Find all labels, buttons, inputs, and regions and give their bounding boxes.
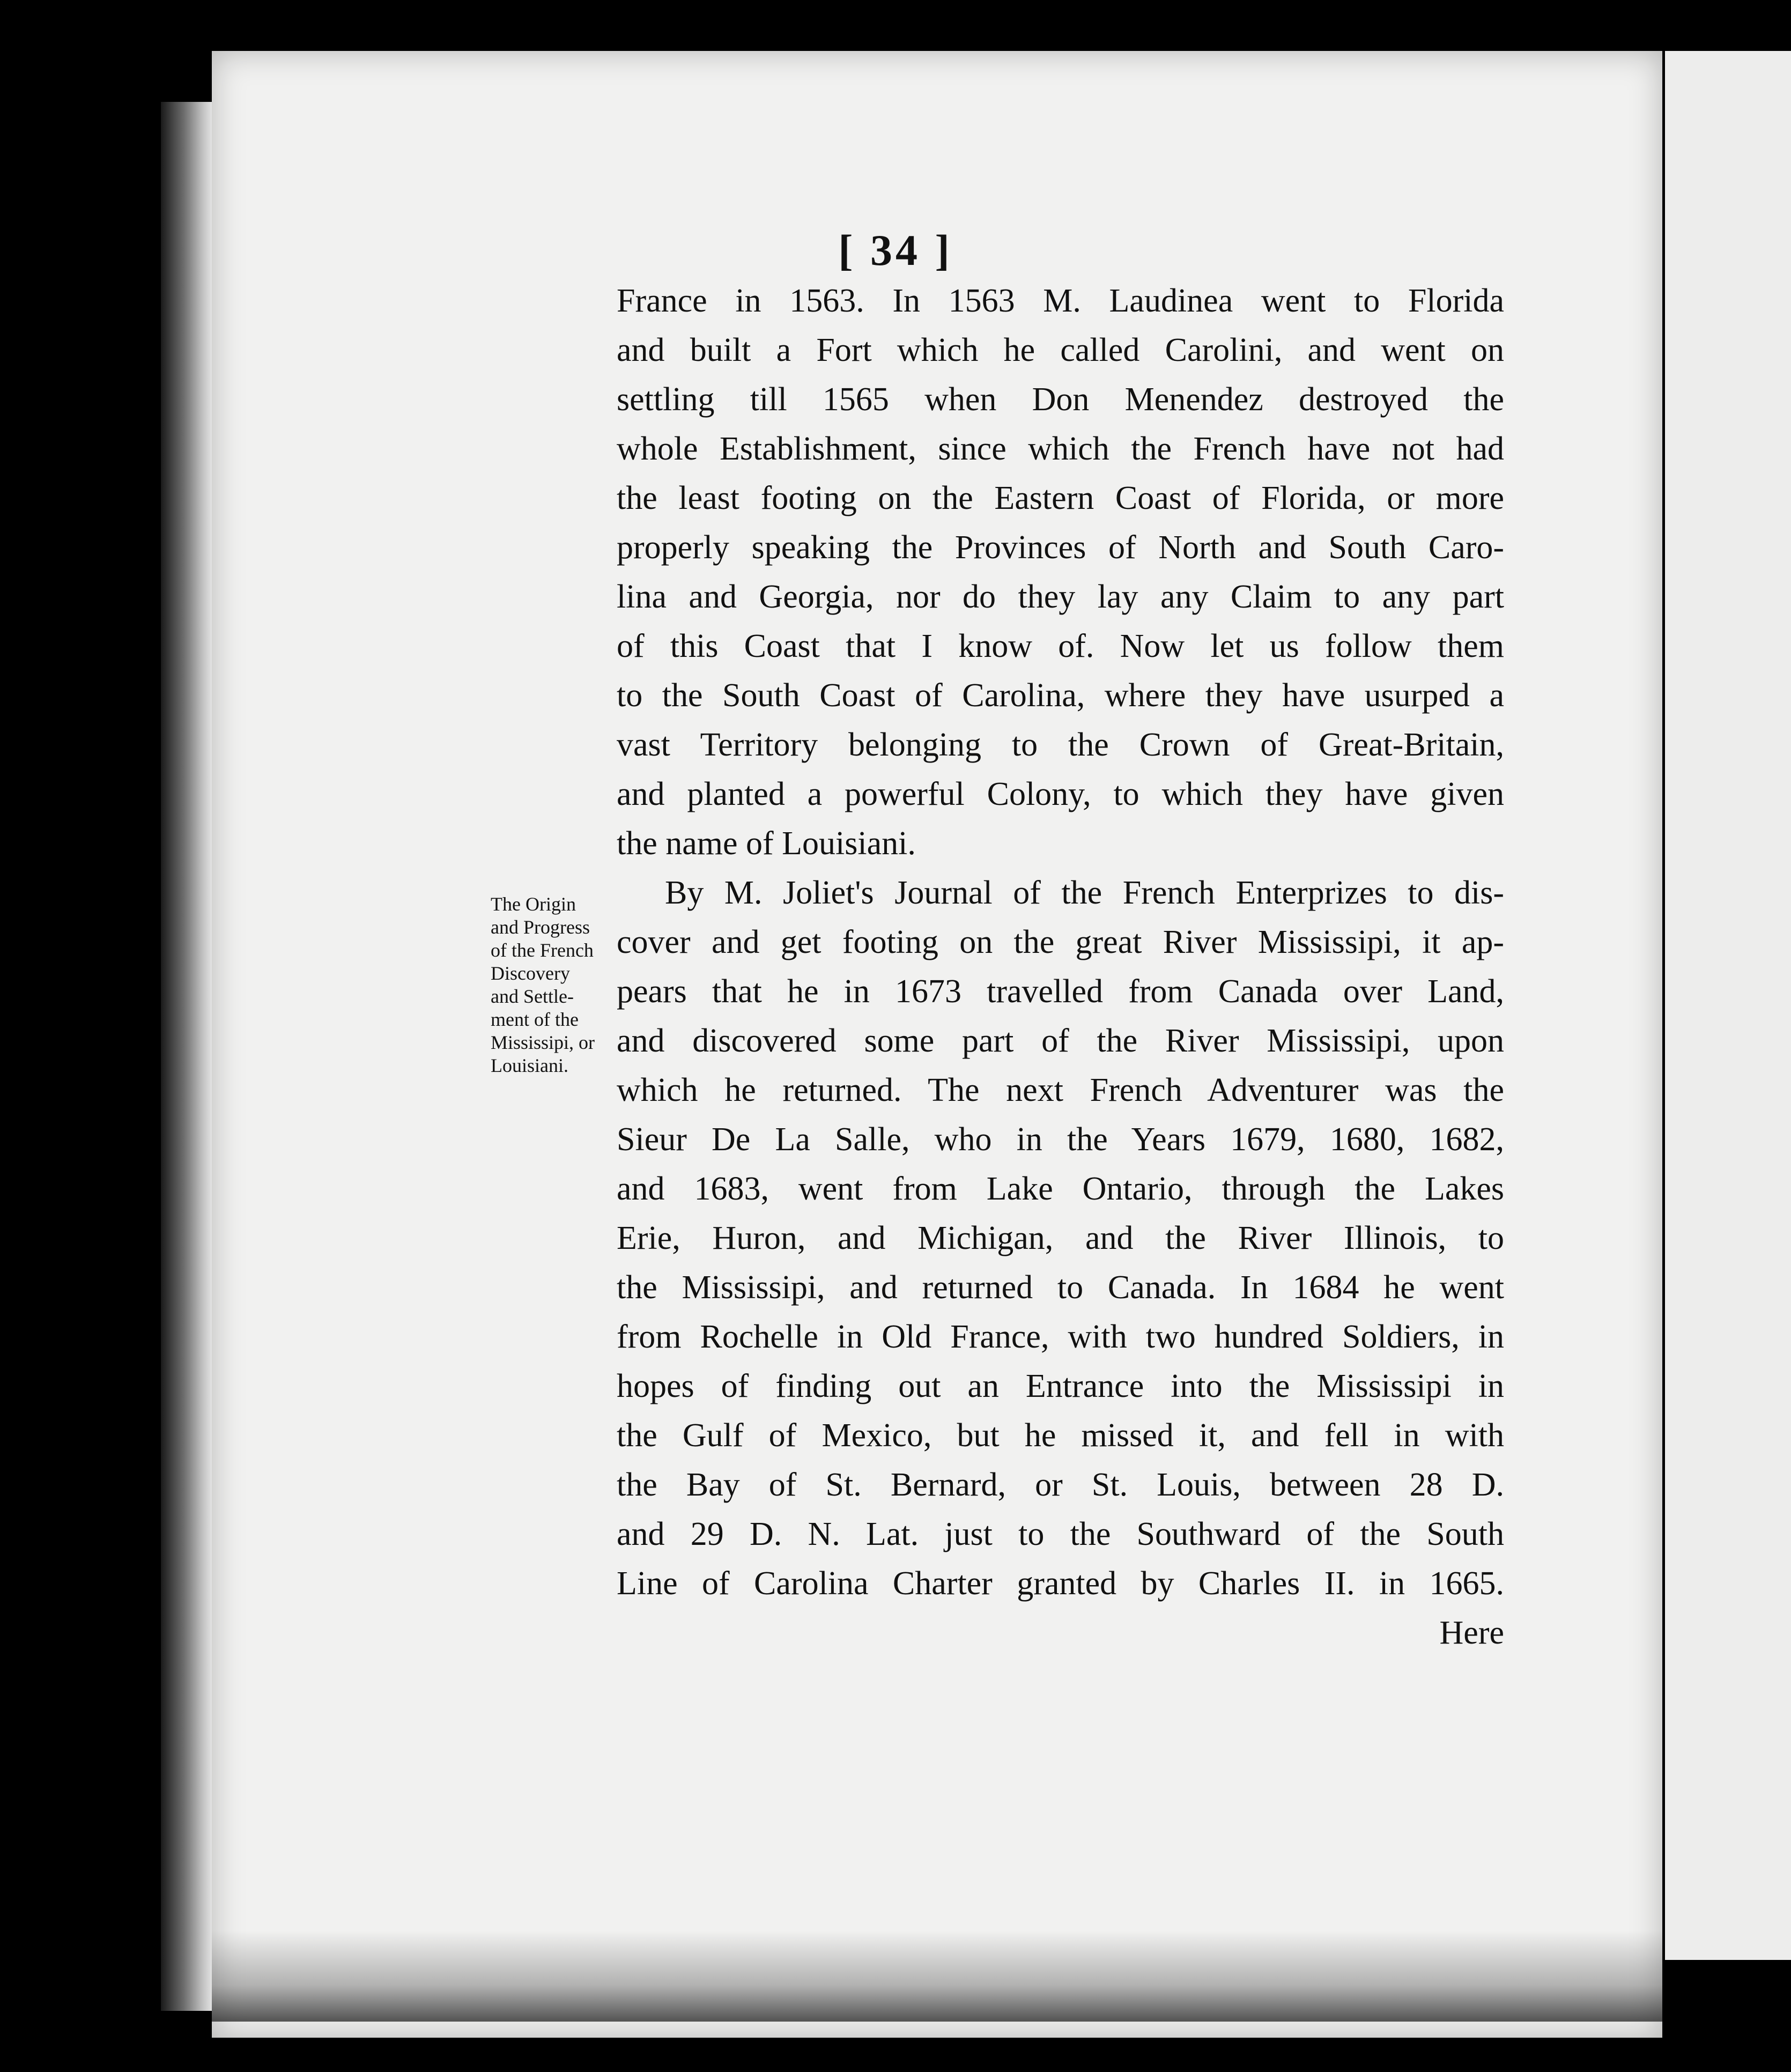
margin-note-line: and Settle- bbox=[491, 986, 574, 1007]
text-line: lina and Georgia, nor do they lay any Claim to any part bbox=[617, 579, 1504, 615]
text-line: settling till 1565 when Don Menendez destroyed the bbox=[617, 381, 1504, 418]
text-line: whole Establishment, since which the French have not had bbox=[617, 431, 1504, 467]
text-line: properly speaking the Provinces of North and South Caro- bbox=[617, 529, 1504, 566]
margin-note-line: Louisiani. bbox=[491, 1055, 568, 1076]
page-bottom-shadow bbox=[212, 1930, 1662, 2022]
text-line: and planted a powerful Colony, to which they have given bbox=[617, 776, 1504, 812]
margin-note-line: Discovery bbox=[491, 963, 570, 984]
catchword: Here bbox=[1439, 1615, 1504, 1651]
margin-note-line: ment of the bbox=[491, 1009, 579, 1030]
text-line: and built a Fort which he called Carolini, and went on bbox=[617, 332, 1504, 368]
text-line: from Rochelle in Old France, with two hundred Soldiers, in bbox=[617, 1319, 1504, 1355]
text-line: which he returned. The next French Adventurer was the bbox=[617, 1072, 1504, 1108]
text-line: Erie, Huron, and Michigan, and the River Illinois, to bbox=[617, 1220, 1504, 1256]
text-line: the Bay of St. Bernard, or St. Louis, between 28 D. bbox=[617, 1467, 1504, 1503]
text-line: and 1683, went from Lake Ontario, through the Lakes bbox=[617, 1171, 1504, 1207]
text-line: and 29 D. N. Lat. just to the Southward of the South bbox=[617, 1516, 1504, 1552]
text-line: hopes of finding out an Entrance into the Mississipi in bbox=[617, 1368, 1504, 1404]
text-line: Line of Carolina Charter granted by Charles II. in 1665. bbox=[617, 1565, 1504, 1602]
body-text bbox=[617, 276, 1504, 1657]
margin-note-line: of the French bbox=[491, 939, 594, 961]
text-line: By M. Joliet's Journal of the French Enterprizes to dis- bbox=[665, 875, 1504, 911]
text-line: the name of Louisiani. bbox=[617, 825, 916, 862]
page-number: [ 34 ] bbox=[838, 226, 953, 275]
text-line: France in 1563. In 1563 M. Laudinea went to Florida bbox=[617, 283, 1504, 319]
adjacent-page-edge bbox=[1665, 51, 1791, 1960]
text-line: pears that he in 1673 travelled from Canada over Land, bbox=[617, 973, 1504, 1010]
text-line: of this Coast that I know of. Now let us follow them bbox=[617, 628, 1504, 664]
text-line: the least footing on the Eastern Coast of Florida, or more bbox=[617, 480, 1504, 516]
text-line: vast Territory belonging to the Crown of Great-Britain, bbox=[617, 727, 1504, 763]
text-line: Sieur De La Salle, who in the Years 1679, 1680, 1682, bbox=[617, 1121, 1504, 1158]
text-line: cover and get footing on the great River Mississipi, it ap- bbox=[617, 924, 1504, 960]
text-line: to the South Coast of Carolina, where they have usurped a bbox=[617, 677, 1504, 714]
text-line: the Gulf of Mexico, but he missed it, and fell in with bbox=[617, 1417, 1504, 1454]
margin-note-line: and Progress bbox=[491, 916, 590, 938]
text-line: and discovered some part of the River Mississipi, upon bbox=[617, 1023, 1504, 1059]
text-line: the Mississipi, and returned to Canada. In 1684 he went bbox=[617, 1269, 1504, 1306]
margin-note bbox=[491, 893, 614, 1077]
margin-note-line: The Origin bbox=[491, 893, 576, 915]
margin-note-line: Mississipi, or bbox=[491, 1032, 595, 1053]
page-edge-shadow bbox=[161, 102, 212, 2011]
